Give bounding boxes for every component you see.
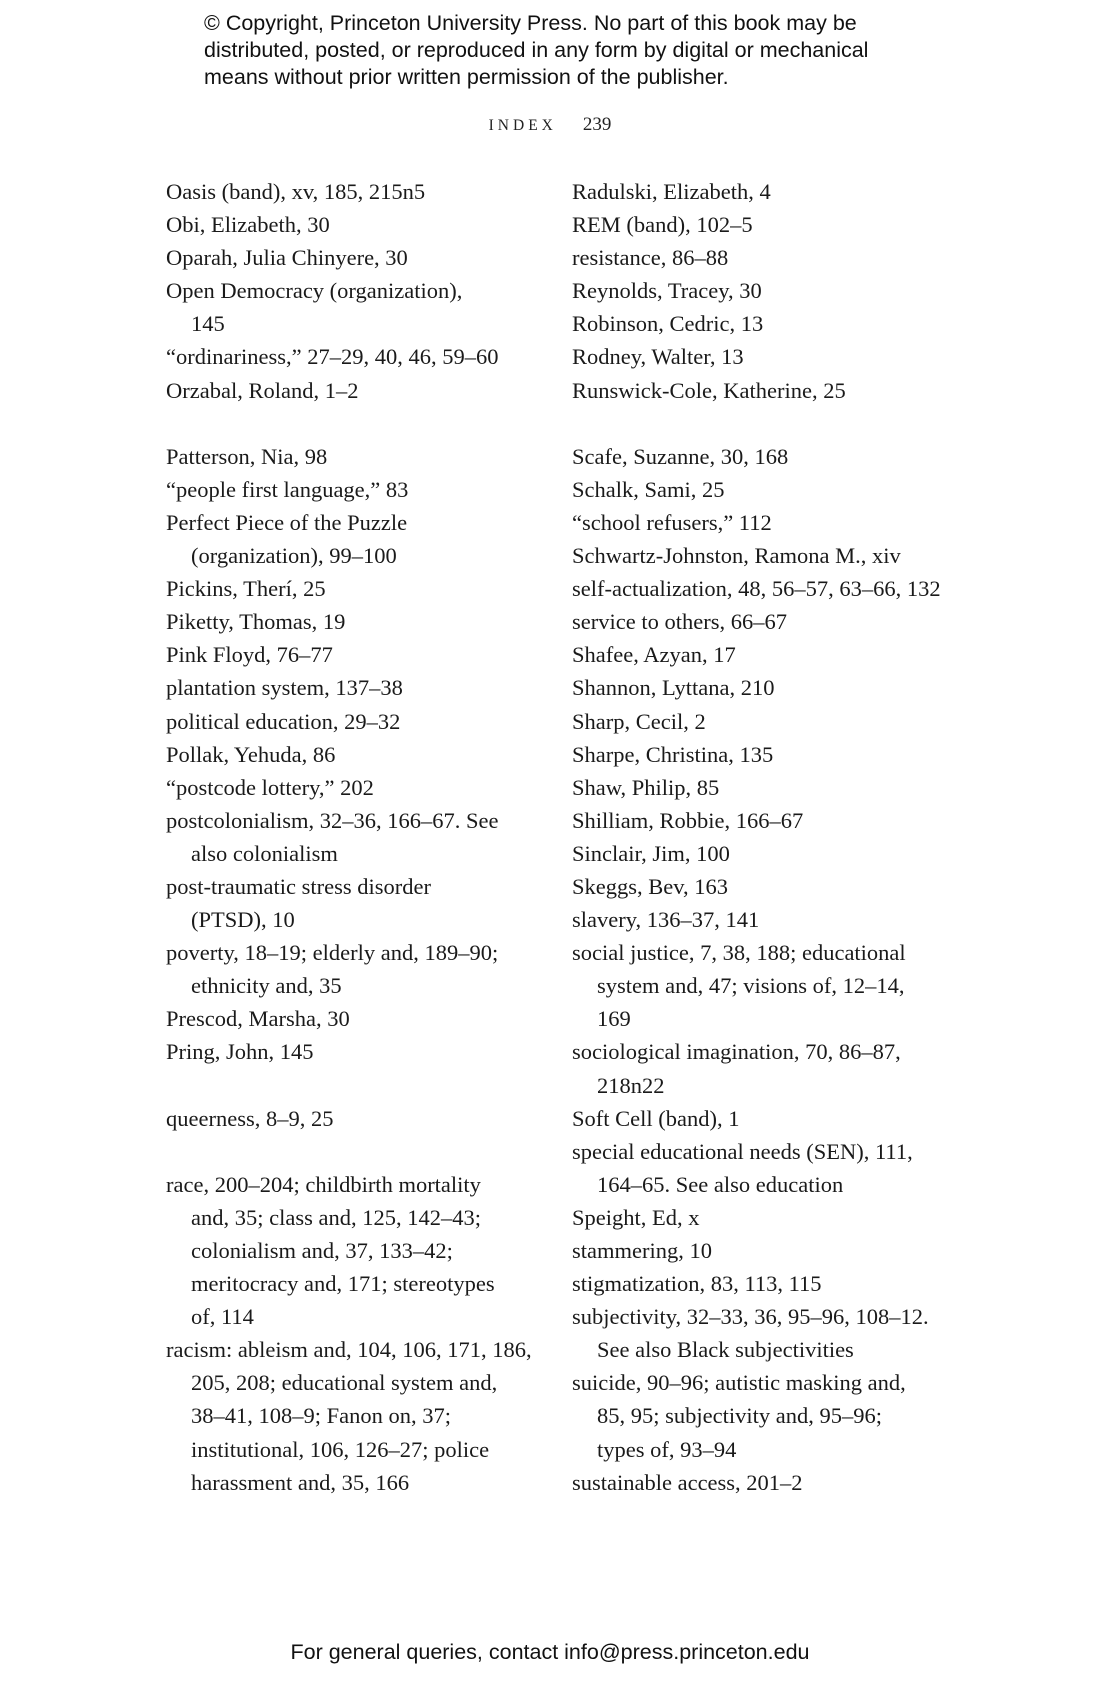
index-entry [166,605,566,638]
index-entry-line: system and, 47; visions of, 12–14, [597,973,905,999]
index-entry [166,506,566,572]
index-entry-line: of, 114 [191,1304,254,1330]
index-entry [166,1002,566,1035]
index-entry-line: sustainable access, 201–2 [572,1469,803,1495]
index-entry-line: self-actualization, 48, 56–57, 63–66, 132 [572,576,941,602]
index-entry-line: Shannon, Lyttana, 210 [572,675,775,701]
index-entry-line: Oasis (band), xv, 185, 215n5 [166,179,426,204]
index-column-right [572,175,992,1499]
index-entry-line: racism: ableism and, 104, 106, 171, 186, [166,1337,532,1363]
copyright-notice [204,10,964,91]
index-entry [572,539,992,572]
index-entry [166,340,566,373]
index-entry [166,936,566,1002]
index-entry [166,804,566,870]
index-entry-line: post-traumatic stress disorder [166,873,431,899]
index-entry-line: Open Democracy (organization), [166,278,463,304]
index-entry-line: See also Black subjectivities [597,1337,854,1363]
index-entry [572,936,992,1035]
index-entry-line: Pickins, Therí, 25 [166,576,326,602]
index-entry-line: 145 [191,311,225,337]
index-entry-line: Shafee, Azyan, 17 [572,642,736,668]
index-entry-line: service to others, 66–67 [572,609,787,635]
index-entry [166,638,566,671]
index-entry-line: 85, 95; subjectivity and, 95–96; [597,1403,882,1429]
index-entry [572,1300,992,1366]
index-entry-line: stigmatization, 83, 113, 115 [572,1271,822,1297]
index-entry-line: institutional, 106, 126–27; police [191,1436,490,1462]
index-entry-line: Perfect Piece of the Puzzle [166,509,408,535]
index-entry-line: REM (band), 102–5 [572,212,753,238]
index-entry [572,605,992,638]
index-entry [166,274,566,340]
index-entry [572,738,992,771]
index-entry [572,804,992,837]
index-entry-line: Pink Floyd, 76–77 [166,642,333,668]
index-entry-line: Shaw, Philip, 85 [572,774,720,800]
index-entry-line: Obi, Elizabeth, 30 [166,212,330,238]
index-entry [572,771,992,804]
index-entry [166,1035,566,1068]
letter-group-gap [166,1069,566,1102]
index-entry [572,473,992,506]
index-entry [166,374,566,407]
index-entry [572,1234,992,1267]
index-entry [166,705,566,738]
index-entry [166,738,566,771]
index-entry-line: 218n22 [597,1072,665,1098]
index-entry [166,175,566,208]
index-entry [572,870,992,903]
index-entry-line: colonialism and, 37, 133–42; [191,1238,453,1263]
index-entry-line: 38–41, 108–9; Fanon on, 37; [191,1403,452,1429]
index-entry-line: (organization), 99–100 [191,543,397,569]
index-entry [572,1035,992,1101]
index-entry-line: Reynolds, Tracey, 30 [572,278,762,304]
index-entry-line: Pollak, Yehuda, 86 [166,741,336,767]
index-entry [572,1201,992,1234]
index-entry [572,572,992,605]
index-entry [572,340,992,373]
index-entry-line: “people first language,” 83 [166,476,409,502]
index-entry-line: Orzabal, Roland, 1–2 [166,377,359,403]
index-entry-line: plantation system, 137–38 [166,675,403,701]
index-entry-line: race, 200–204; childbirth mortality [166,1171,481,1197]
index-entry-line: and, 35; class and, 125, 142–43; [191,1204,481,1230]
index-entry-line: Schalk, Sami, 25 [572,476,725,502]
index-entry [572,506,992,539]
index-entry [166,1168,566,1333]
letter-group-gap [166,407,566,440]
index-entry-line: 169 [597,1006,631,1032]
copyright-line: © Copyright, Princeton University Press. No part of this book may be [204,11,857,35]
index-entry-line: also colonialism [191,840,338,866]
index-entry-line: (PTSD), 10 [191,907,295,933]
index-entry-line: resistance, 86–88 [572,245,729,271]
index-entry [572,1366,992,1465]
index-entry-line: “ordinariness,” 27–29, 40, 46, 59–60 [166,344,499,370]
index-entry-line: meritocracy and, 171; stereotypes [191,1271,495,1297]
footer-contact: For general queries, contact info@press.princeton.edu [290,1640,810,1664]
index-entry-line: 164–65. See also education [597,1171,844,1197]
section-label: INDEX [488,117,557,134]
index-entry-line: political education, 29–32 [166,708,401,734]
index-entry-line: Sinclair, Jim, 100 [572,840,730,866]
index-entry-line: sociological imagination, 70, 86–87, [572,1039,901,1065]
index-entry-line: stammering, 10 [572,1238,712,1263]
page-number: 239 [582,114,612,135]
index-entry [166,241,566,274]
index-entry-line: special educational needs (SEN), 111, [572,1138,913,1164]
index-entry [166,440,566,473]
index-entry-line: types of, 93–94 [597,1436,737,1462]
index-entry [166,208,566,241]
letter-group-gap [572,407,992,440]
letter-group-gap [166,1135,566,1168]
index-entry [572,638,992,671]
index-entry [166,870,566,936]
index-entry-line: Oparah, Julia Chinyere, 30 [166,245,408,271]
index-entry-line: Sharp, Cecil, 2 [572,708,706,734]
index-entry-line: Scafe, Suzanne, 30, 168 [572,443,789,469]
copyright-line: means without prior written permission of the publisher. [204,65,729,89]
index-entry-line: Skeggs, Bev, 163 [572,873,729,899]
index-entry [572,208,992,241]
index-entry-line: Pring, John, 145 [166,1039,314,1065]
index-entry-line: 205, 208; educational system and, [191,1370,498,1396]
index-entry-line: Sharpe, Christina, 135 [572,741,774,767]
index-entry [166,473,566,506]
index-entry [572,1102,992,1135]
index-entry [572,1135,992,1201]
running-head [0,114,1100,136]
index-entry-line: Rodney, Walter, 13 [572,344,744,370]
index-column-left [166,175,566,1499]
index-entry-line: harassment and, 35, 166 [191,1469,410,1495]
index-entry-line: Patterson, Nia, 98 [166,443,328,469]
index-entry [572,1267,992,1300]
index-entry [166,572,566,605]
index-entry [572,671,992,704]
index-entry-line: Prescod, Marsha, 30 [166,1006,350,1032]
index-entry [572,837,992,870]
index-entry [166,771,566,804]
index-entry-line: slavery, 136–37, 141 [572,907,760,933]
index-entry [572,307,992,340]
index-entry-line: suicide, 90–96; autistic masking and, [572,1370,906,1396]
index-entry-line: Speight, Ed, x [572,1204,700,1230]
index-entry-line: Shilliam, Robbie, 166–67 [572,807,804,833]
index-entry [572,175,992,208]
index-entry [572,241,992,274]
index-entry-line: postcolonialism, 32–36, 166–67. See [166,807,499,833]
index-entry-line: social justice, 7, 38, 188; educational [572,940,906,966]
index-entry-line: “school refusers,” 112 [572,509,772,535]
index-entry [572,1466,992,1499]
index-entry [166,1333,566,1498]
index-entry [572,274,992,307]
index-entry-line: Piketty, Thomas, 19 [166,609,346,635]
index-entry-line: ethnicity and, 35 [191,973,342,999]
index-entry [572,440,992,473]
index-entry [572,705,992,738]
index-entry-line: Robinson, Cedric, 13 [572,311,764,337]
index-entry [572,903,992,936]
index-entry [166,1102,566,1135]
index-entry-line: Schwartz-Johnston, Ramona M., xiv [572,543,901,569]
index-entry-line: “postcode lottery,” 202 [166,774,374,800]
index-entry [572,374,992,407]
copyright-line: distributed, posted, or reproduced in any form by digital or mechanical [204,38,869,62]
index-entry-line: queerness, 8–9, 25 [166,1105,334,1131]
index-entry-line: subjectivity, 32–33, 36, 95–96, 108–12. [572,1304,929,1330]
index-entry-line: Runswick-Cole, Katherine, 25 [572,377,846,403]
index-entry-line: poverty, 18–19; elderly and, 189–90; [166,940,499,966]
index-entry-line: Soft Cell (band), 1 [572,1105,740,1131]
index-entry [166,671,566,704]
index-entry-line: Radulski, Elizabeth, 4 [572,179,771,204]
